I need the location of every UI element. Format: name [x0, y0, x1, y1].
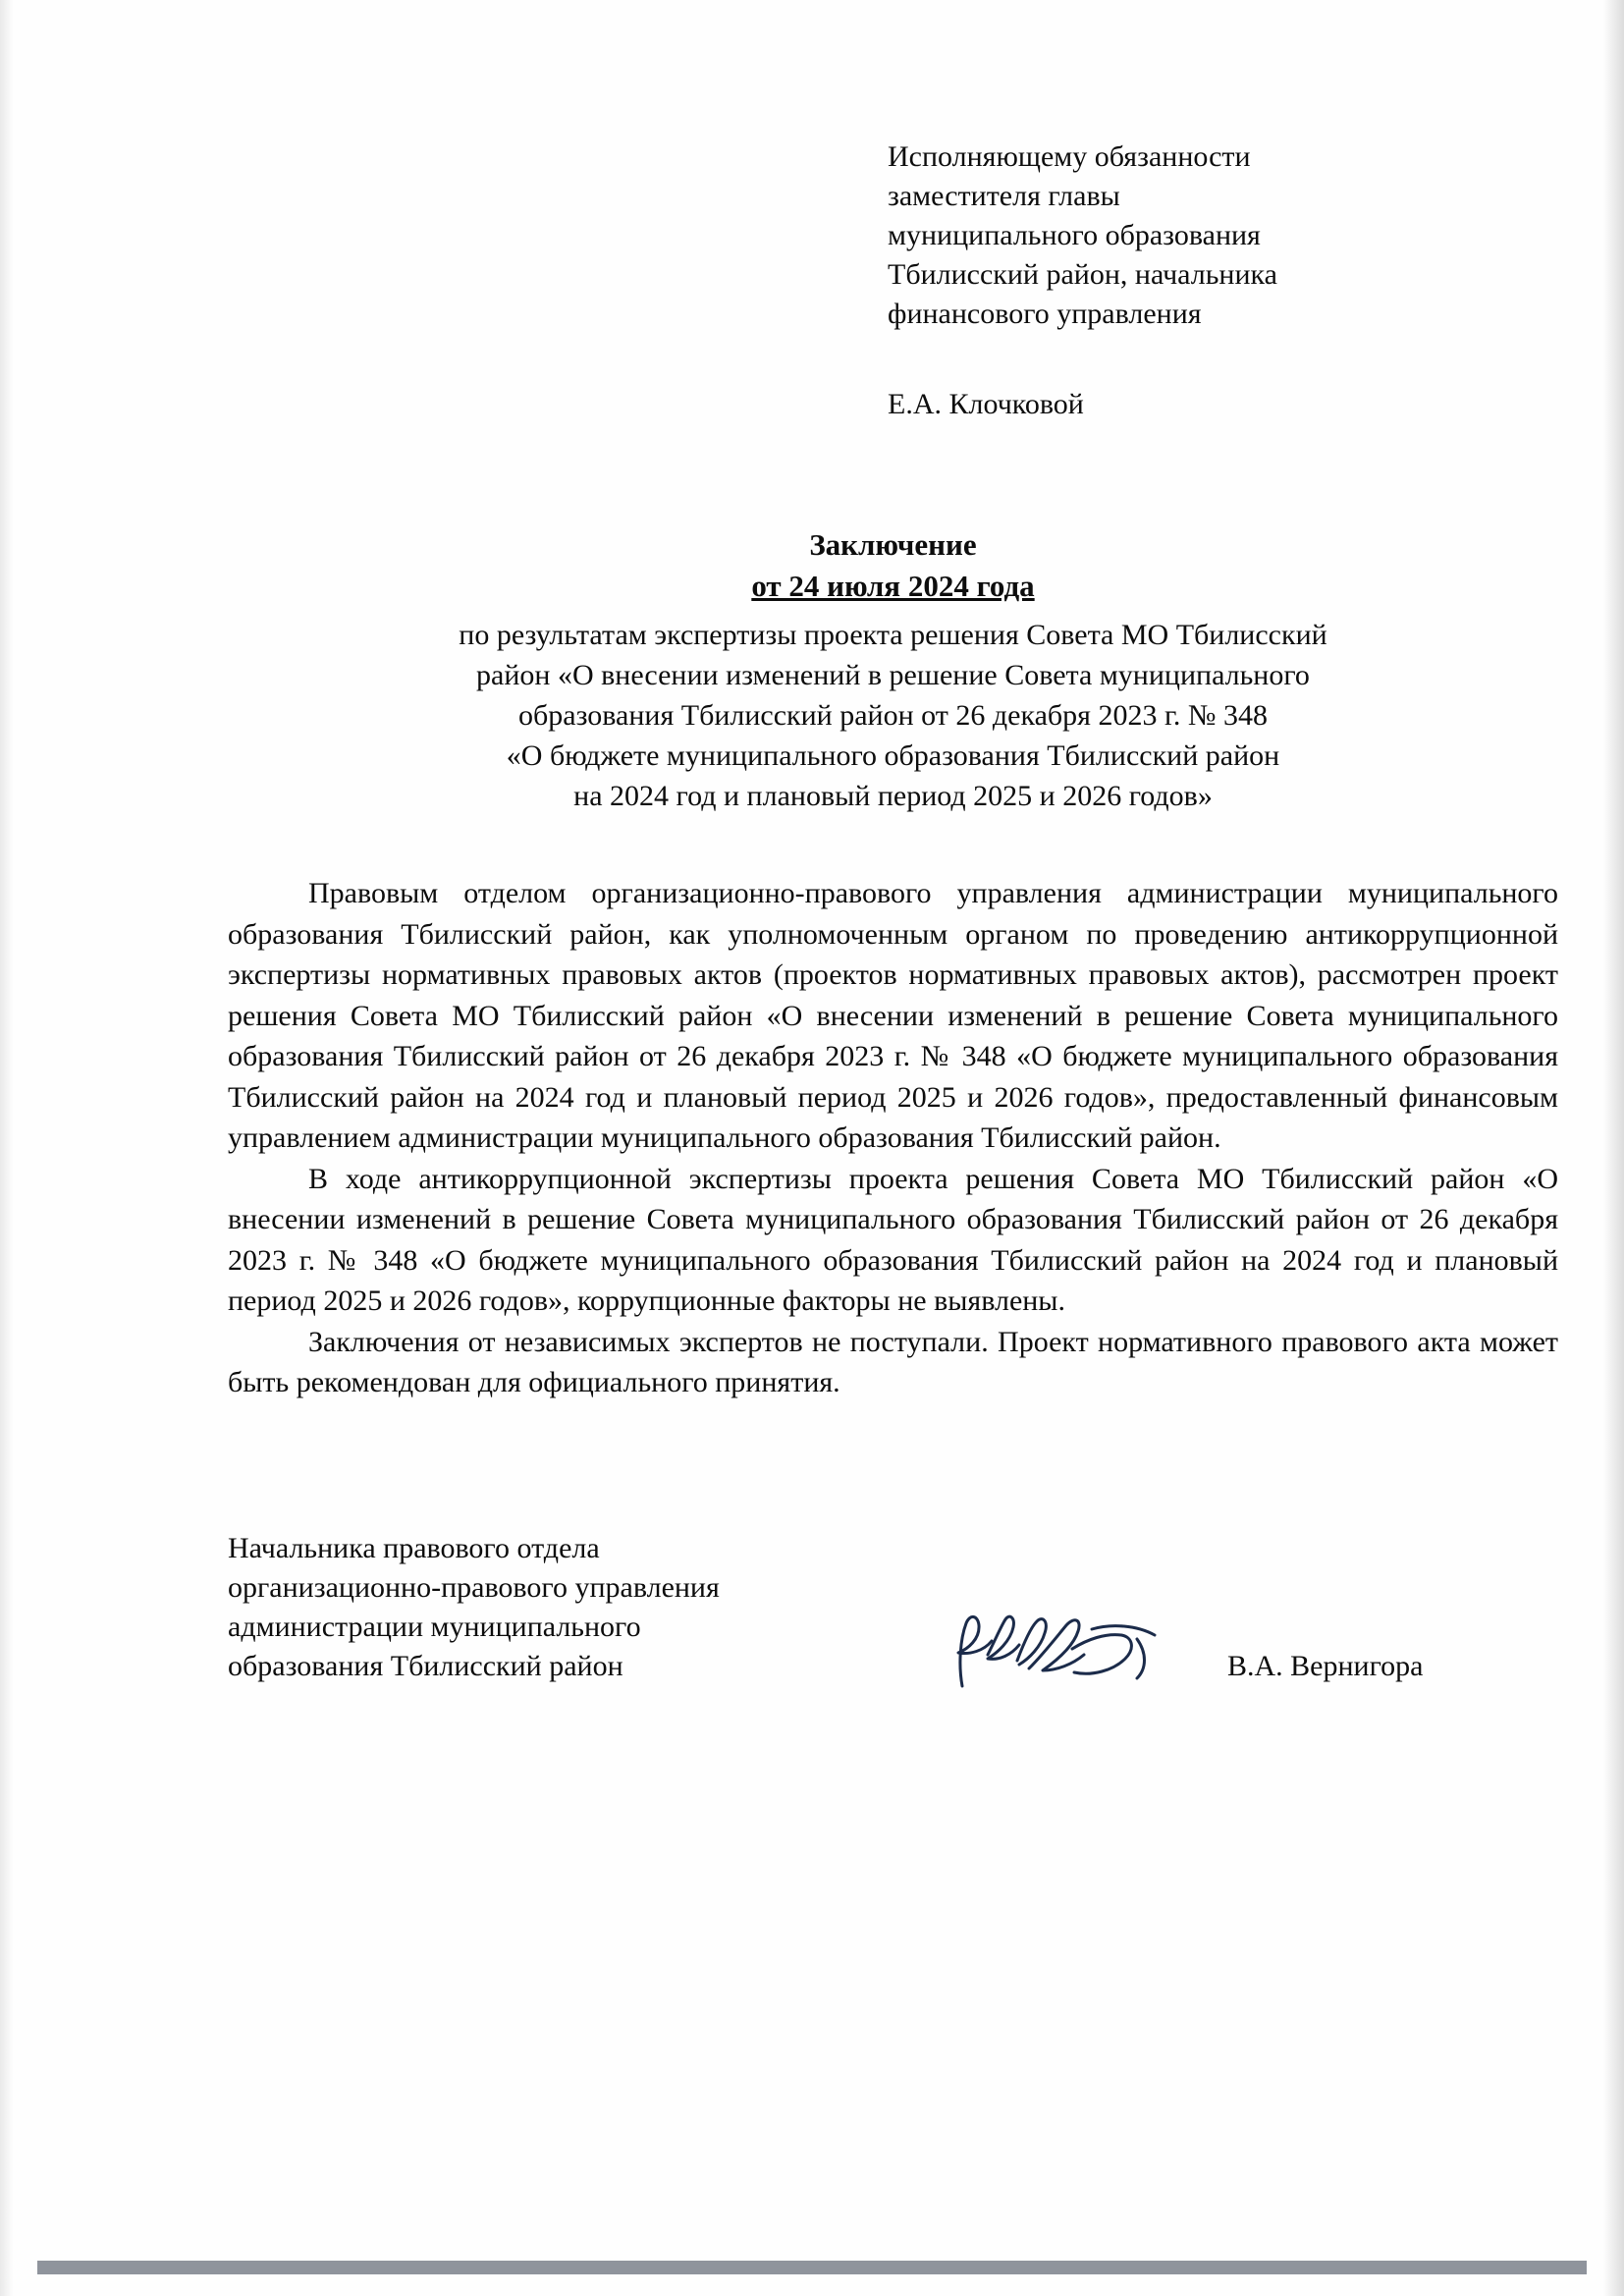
signature-position-line: администрации муниципального — [228, 1610, 641, 1643]
addressee-line: заместителя главы — [888, 180, 1120, 212]
handwritten-signature-icon — [945, 1610, 1200, 1698]
scan-bottom-bar — [37, 2261, 1587, 2274]
title-block — [228, 524, 1558, 816]
body-paragraph: В ходе антикоррупционной экспертизы проекта решения Совета МО Тбилисский район «О внесении изменений в решение Совета муниципального образования Тбилисский район от 26 декабря 2023 г. № 348 «О бюджете муниципального образования Тбилисский район на 2024 год и плановый период 2025 и 2026 годов», коррупционные факторы не выявлены. — [228, 1162, 1558, 1317]
subtitle-line: на 2024 год и плановый период 2025 и 2026 годов» — [573, 780, 1213, 812]
addressee-name: Е.А. Клочковой — [888, 388, 1084, 420]
signature-position-line: образования Тбилисский район — [228, 1649, 623, 1682]
page-title: Заключение — [809, 527, 977, 562]
body-paragraph: Правовым отделом организационно-правового управления администрации муниципального образования Тбилисский район, как уполномоченным органом по проведению антикоррупционной экспертизы нормативных правовых актов (проектов нормативных правовых актов), рассмотрен проект решения Совета МО Тбилисский район «О внесении изменений в решение Совета муниципального образования Тбилисский район от 26 декабря 2023 г. № 348 «О бюджете муниципального образования Тбилисский район на 2024 год и плановый период 2025 и 2026 годов», предоставленный финансовым управлением администрации муниципального образования Тбилисский район. — [228, 877, 1558, 1154]
body-paragraph: Заключения от независимых экспертов не поступали. Проект нормативного правового акта может быть рекомендован для официального принятия. — [228, 1325, 1558, 1398]
addressee-line: Исполняющему обязанности — [888, 140, 1251, 173]
document-body — [228, 873, 1558, 1403]
subtitle-line: по результатам экспертизы проекта решения Совета МО Тбилисский — [459, 619, 1327, 651]
subtitle-line: район «О внесении изменений в решение Совета муниципального — [476, 659, 1310, 691]
signature-position-line: Начальника правового отдела — [228, 1531, 600, 1564]
subtitle-line: «О бюджете муниципального образования Тбилисский район — [506, 739, 1280, 772]
addressee-line: муниципального образования — [888, 219, 1261, 251]
signature-position-line: организационно-правового управления — [228, 1570, 720, 1604]
addressee-line: Тбилисский район, начальника — [888, 258, 1277, 291]
document-date: от 24 июля 2024 года — [751, 569, 1035, 603]
signatory-name: В.А. Вернигора — [1227, 1649, 1424, 1682]
subtitle-line: образования Тбилисский район от 26 декабря 2023 г. № 348 — [518, 699, 1268, 732]
addressee-block — [888, 137, 1516, 424]
document-subtitle — [228, 615, 1558, 816]
scan-edge-left — [0, 0, 14, 2296]
signature-block — [228, 1529, 1558, 1686]
document-content — [228, 137, 1558, 1686]
scan-edge-right — [1602, 0, 1624, 2296]
addressee-line: финансового управления — [888, 298, 1202, 330]
